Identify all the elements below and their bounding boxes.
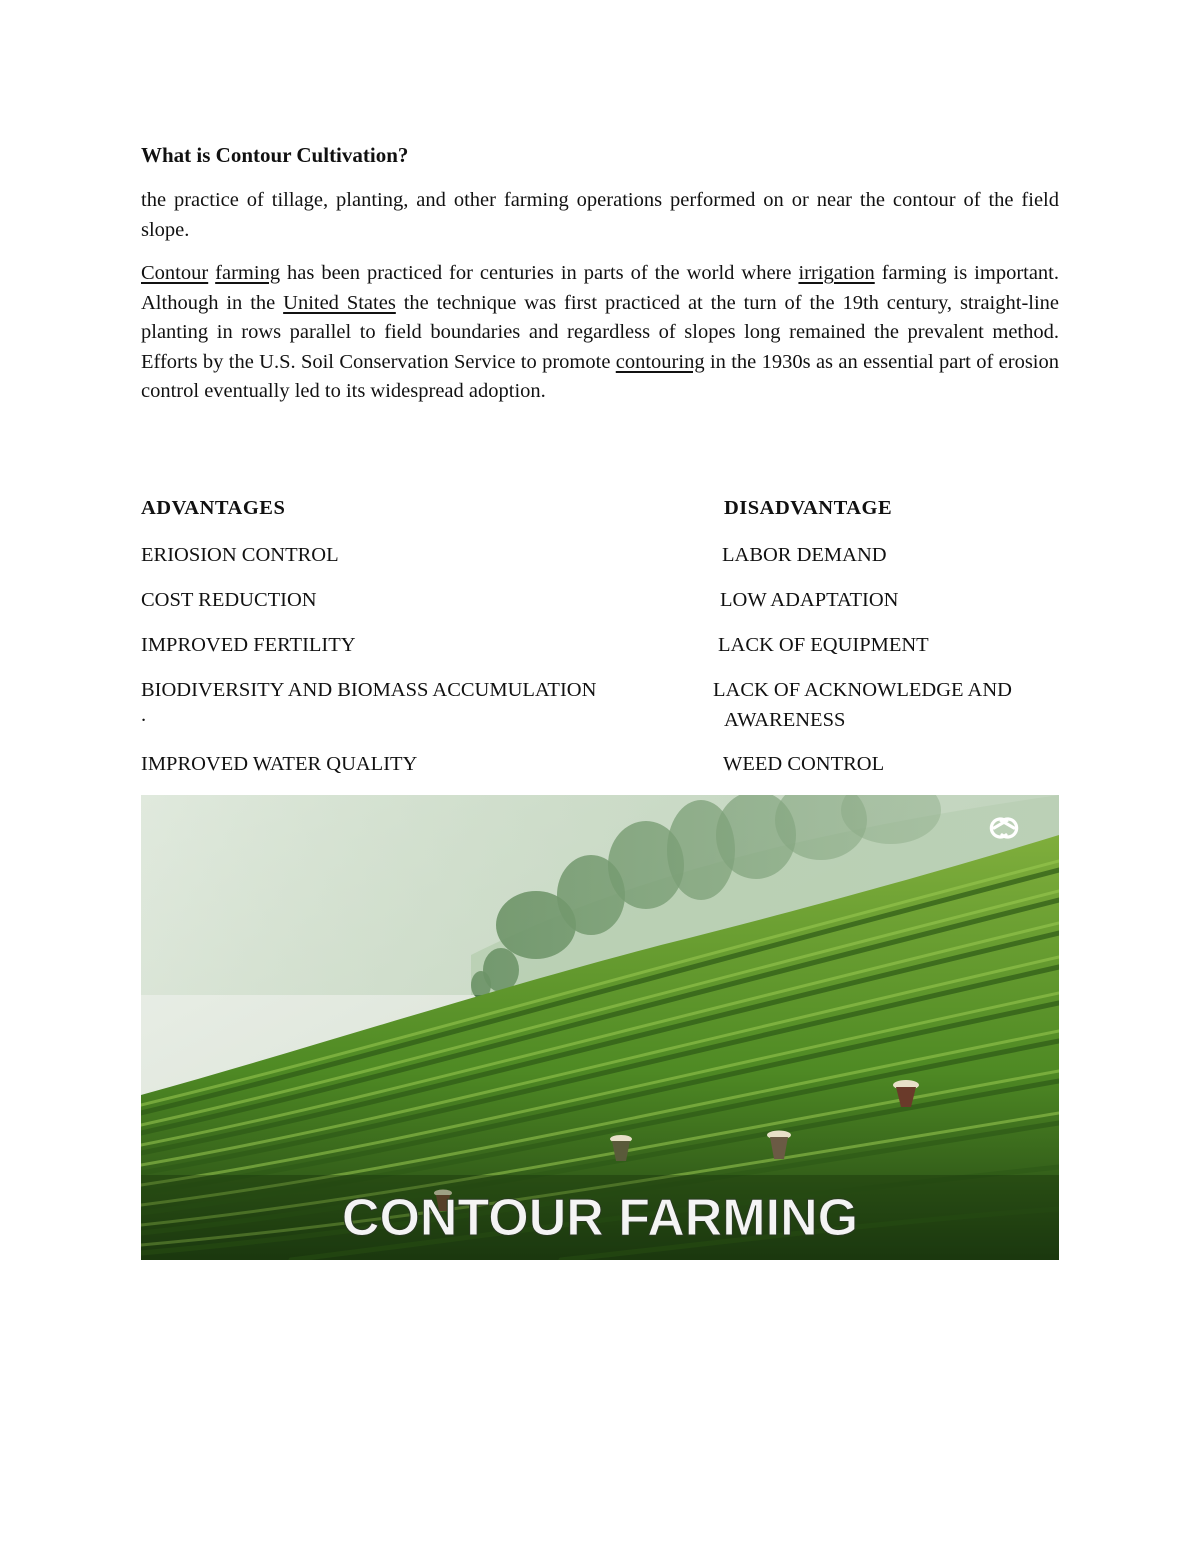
disadvantages-heading: DISADVANTAGE xyxy=(724,497,893,519)
link-contouring[interactable]: contouring xyxy=(615,350,705,373)
history-text-4: the technique was first practiced at the turn of the 19th century, straight-line planting in rows parallel to field boundaries and regardless of slopes long remained the prevalent method. Efforts by the U.S. Soil Conservation Service to promote xyxy=(141,291,1060,373)
history-text-5: in the 1930s as an essential part of erosion control eventually led to its widespread adoption. xyxy=(141,350,1059,402)
history-text-3: farming is important. Although in the xyxy=(141,262,1060,314)
link-contour[interactable]: Contour xyxy=(141,262,209,284)
link-farming[interactable]: farming xyxy=(215,262,281,284)
advantage-item: BIODIVERSITY AND BIOMASS ACCUMULATION xyxy=(141,679,597,701)
disadvantage-item: LACK OF EQUIPMENT xyxy=(718,634,929,656)
disadvantage-item: WEED CONTROL xyxy=(723,753,885,775)
image-caption: CONTOUR FARMING xyxy=(341,1189,859,1247)
link-united-states[interactable]: United States xyxy=(283,291,396,314)
advantage-item: ERIOSION CONTROL xyxy=(141,544,339,566)
contour-farming-illustration xyxy=(141,795,1059,1260)
advantage-item: COST REDUCTION xyxy=(141,589,317,611)
history-paragraph xyxy=(141,259,1059,407)
definition-paragraph: the practice of tillage, planting, and other farming operations performed on or near the contour of the field slope. xyxy=(141,189,1059,241)
advantage-item-dot: . xyxy=(141,704,147,726)
advantage-item: IMPROVED WATER QUALITY xyxy=(141,753,418,775)
advantage-item: IMPROVED FERTILITY xyxy=(141,634,356,656)
link-irrigation[interactable]: irrigation xyxy=(798,262,875,284)
page-title: What is Contour Cultivation? xyxy=(141,143,409,167)
history-text-2: has been practiced for centuries in parts of the world where xyxy=(280,262,799,284)
disadvantage-item: LABOR DEMAND xyxy=(722,544,887,566)
contour-farming-image xyxy=(141,795,1059,1260)
advantages-heading: ADVANTAGES xyxy=(141,497,286,519)
disadvantage-item: AWARENESS xyxy=(724,709,846,731)
disadvantage-item: LOW ADAPTATION xyxy=(720,589,899,611)
disadvantage-item: LACK OF ACKNOWLEDGE AND xyxy=(713,679,1012,701)
